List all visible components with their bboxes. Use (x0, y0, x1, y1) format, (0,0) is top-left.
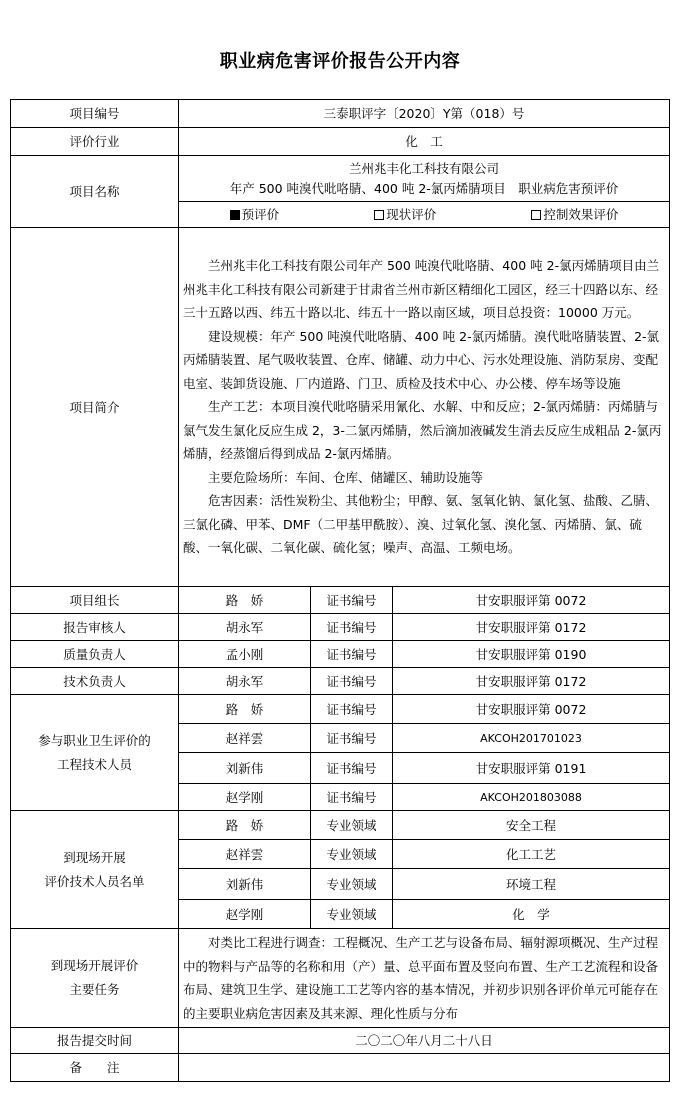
tasks-label (11, 929, 179, 1028)
staff-name: 路 娇 (179, 587, 311, 614)
cert-label: 证书编号 (311, 614, 393, 641)
project-name-label: 项目名称 (11, 156, 179, 228)
cert-label: 证书编号 (311, 641, 393, 668)
field-value: 安全工程 (393, 811, 670, 840)
staff-role: 质量负责人 (11, 641, 179, 668)
field-label: 专业领域 (311, 811, 393, 840)
field-label: 专业领域 (311, 869, 393, 900)
field-label: 专业领域 (311, 840, 393, 869)
row-staff-reviewer (11, 614, 670, 641)
site-staff-name: 刘新伟 (179, 869, 311, 900)
eval-type-options (179, 202, 670, 228)
tasks-label-line2: 主要任务 (69, 982, 120, 997)
field-value: 环境工程 (393, 869, 670, 900)
site-staff-label-line2: 评价技术人员名单 (44, 873, 145, 889)
row-project-name (11, 156, 670, 202)
intro-paragraph-scale: 建设规模：年产 500 吨溴代吡咯腈、400 吨 2-氯丙烯腈。溴代吡咯腈装置、2-氯丙烯腈装置、尾气吸收装置、仓库、储罐、动力中心、污水处理设施、消防泵房、变配电室、装卸货设施、厂内道路、门卫、质检及技术中心、办公楼、停车场等设施 (183, 328, 660, 391)
cert-label: 证书编号 (311, 695, 393, 724)
row-industry (11, 128, 670, 156)
cert-number: 甘安职服评第 0190 (393, 641, 670, 668)
engineer-name: 赵学刚 (179, 784, 311, 811)
cert-number: 甘安职服评第 0191 (393, 753, 670, 784)
engineer-name: 刘新伟 (179, 753, 311, 784)
intro-label: 项目简介 (11, 228, 179, 587)
staff-name: 胡永军 (179, 614, 311, 641)
cert-label: 证书编号 (311, 587, 393, 614)
option-control-eval-label: 控制效果评价 (543, 207, 619, 222)
site-staff-name: 赵学刚 (179, 900, 311, 929)
intro-paragraph-hazard-sites: 主要危险场所：车间、仓库、储罐区、辅助设施等 (208, 469, 484, 485)
cert-label: 证书编号 (311, 724, 393, 753)
page-title: 职业病危害评价报告公开内容 (219, 51, 461, 72)
site-staff-label-line1: 到现场开展 (63, 849, 126, 865)
row-tasks (11, 929, 670, 1028)
report-no-value: 三泰职评字〔2020〕Y第（018）号 (179, 100, 670, 128)
staff-role: 项目组长 (11, 587, 179, 614)
checkbox-empty-icon (374, 210, 384, 220)
intro-paragraph-process: 生产工艺：本项目溴代吡咯腈采用氰化、水解、中和反应；2-氯丙烯腈：丙烯腈与氯气发生氯化反应生成 2，3-二氯丙烯腈，然后滴加液碱发生消去反应生成粗品 2-氯丙烯腈，经蒸馏后得到成品 2-氯丙烯腈。 (183, 399, 662, 462)
project-name-line2: 年产 500 吨溴代吡咯腈、400 吨 2-氯丙烯腈项目 职业病危害预评价 (229, 180, 619, 196)
row-remarks (11, 1054, 670, 1082)
cert-number: 甘安职服评第 0172 (393, 668, 670, 695)
intro-paragraph-hazard-factors: 危害因素：活性炭粉尘、其他粉尘；甲醇、氨、氢氧化钠、氯化氢、盐酸、乙腈、三氯化磷、甲苯、DMF（二甲基甲酰胺）、溴、过氧化氢、溴化氢、丙烯腈、氯、硫酸、一氧化碳、二氧化碳、硫化氢；噪声、高温、工频电场。 (183, 493, 659, 556)
industry-label: 评价行业 (11, 128, 179, 156)
row-staff-quality (11, 641, 670, 668)
tasks-label-line1: 到现场开展评价 (50, 958, 139, 973)
staff-name: 孟小刚 (179, 641, 311, 668)
project-name-value (179, 156, 670, 202)
project-name-line1: 兰州兆丰化工科技有限公司 (349, 160, 500, 176)
row-engineer (11, 695, 670, 724)
row-intro (11, 228, 670, 587)
staff-role: 技术负责人 (11, 668, 179, 695)
option-status-eval-label: 现状评价 (386, 207, 437, 222)
checkbox-checked-icon (230, 210, 240, 220)
field-value: 化工工艺 (393, 840, 670, 869)
intro-paragraph-overview: 兰州兆丰化工科技有限公司年产 500 吨溴代吡咯腈、400 吨 2-氯丙烯腈项目由兰州兆丰化工科技有限公司新建于甘肃省兰州市新区精细化工园区，经三十四路以东、经三十五路以西、纬五十路以北、纬五十一路以南区域，项目总投资：10000 万元。 (183, 258, 660, 321)
submit-time-label: 报告提交时间 (11, 1028, 179, 1054)
engineers-label (11, 695, 179, 811)
cert-label: 证书编号 (311, 784, 393, 811)
field-value: 化 学 (393, 900, 670, 929)
engineers-label-line1: 参与职业卫生评价的 (38, 732, 151, 748)
option-control-eval[interactable] (531, 205, 618, 224)
staff-role: 报告审核人 (11, 614, 179, 641)
cert-number: 甘安职服评第 0172 (393, 614, 670, 641)
remarks-value (179, 1054, 670, 1082)
engineers-label-line2: 工程技术人员 (56, 756, 132, 772)
cert-number: AKCOH201803088 (393, 784, 670, 811)
industry-value: 化 工 (179, 128, 670, 156)
cert-label: 证书编号 (311, 753, 393, 784)
option-pre-eval-label: 预评价 (241, 207, 280, 222)
site-staff-label (11, 811, 179, 929)
row-staff-technical (11, 668, 670, 695)
site-staff-name: 赵祥雲 (179, 840, 311, 869)
checkbox-empty-icon (531, 210, 541, 220)
disclosure-table (10, 99, 670, 1082)
remarks-label: 备 注 (11, 1054, 179, 1082)
row-submit-time (11, 1028, 670, 1054)
option-pre-eval[interactable] (230, 205, 280, 224)
site-staff-name: 路 娇 (179, 811, 311, 840)
engineer-name: 赵祥雲 (179, 724, 311, 753)
row-staff-leader (11, 587, 670, 614)
tasks-content (179, 929, 670, 1028)
tasks-text: 对类比工程进行调查：工程概况、生产工艺与设备布局、辐射源项概况、生产过程中的物料与产品等的名称和用（产）量、总平面布置及竖向布置、生产工艺流程和设备布局、建筑卫生学、建设施工工艺等内容的基本情况，并初步识别各评价单元可能存在的主要职业病危害因素及其来源、理化性质与分布 (183, 935, 659, 1021)
field-label: 专业领域 (311, 900, 393, 929)
submit-time-value: 二〇二〇年八月二十八日 (179, 1028, 670, 1054)
cert-number: AKCOH201701023 (393, 724, 670, 753)
option-status-eval[interactable] (374, 205, 436, 224)
cert-number: 甘安职服评第 0072 (393, 695, 670, 724)
row-site-staff (11, 811, 670, 840)
cert-label: 证书编号 (311, 668, 393, 695)
intro-content (179, 228, 670, 587)
cert-number: 甘安职服评第 0072 (393, 587, 670, 614)
row-report-no (11, 100, 670, 128)
report-no-label: 项目编号 (11, 100, 179, 128)
staff-name: 胡永军 (179, 668, 311, 695)
engineer-name: 路 娇 (179, 695, 311, 724)
